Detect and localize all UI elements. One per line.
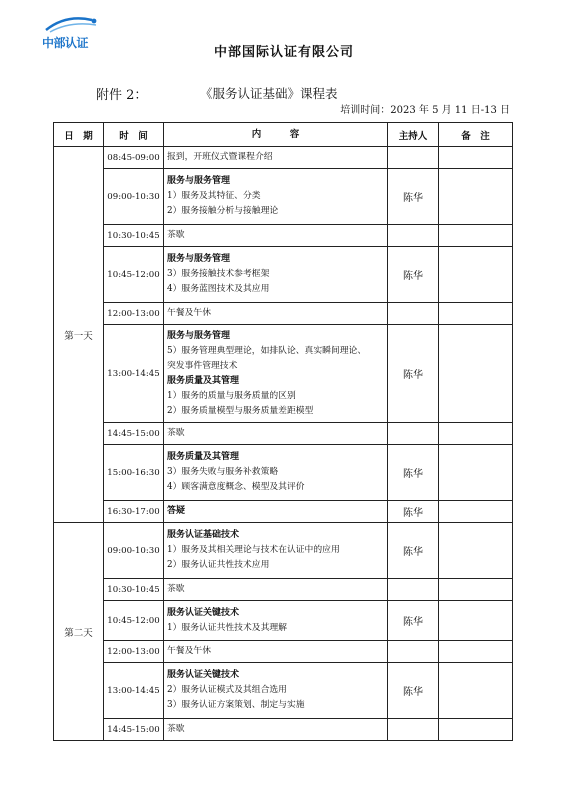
content-cell <box>164 719 388 741</box>
section-title: 服务认证关键技术 <box>167 670 240 680</box>
content-line: 1）服务及其相关理论与技术在认证中的应用 <box>167 545 340 555</box>
content-line: 午餐及午休 <box>167 308 211 318</box>
note-cell <box>439 225 513 247</box>
time-cell: 12:00-13:00 <box>104 641 164 663</box>
content-cell <box>164 601 388 641</box>
content-line: 3）服务接触技术参考框架 <box>167 269 270 279</box>
content-cell <box>164 303 388 325</box>
note-cell <box>439 247 513 303</box>
content-line: 茶歇 <box>167 724 185 734</box>
content-line: 4）顾客满意度概念、模型及其评价 <box>167 482 305 492</box>
time-cell: 10:45-12:00 <box>104 247 164 303</box>
header-content: 内 容 <box>164 123 388 147</box>
time-cell: 09:00-10:30 <box>104 169 164 225</box>
section-title: 服务认证关键技术 <box>167 607 240 618</box>
section-title: 服务与服务管理 <box>167 330 231 341</box>
section-title: 服务认证基础技术 <box>167 530 240 540</box>
schedule-table <box>53 122 513 741</box>
content-cell <box>164 641 388 663</box>
table-row <box>54 303 513 325</box>
header-host: 主持人 <box>388 123 439 147</box>
header-note: 备 注 <box>439 123 513 147</box>
content-cell <box>164 169 388 225</box>
table-row <box>54 719 513 741</box>
content-cell <box>164 523 388 579</box>
content-cell <box>164 663 388 719</box>
content-line: 2）服务认证共性技术应用 <box>167 560 270 570</box>
host-cell: 陈华 <box>388 325 439 423</box>
time-cell: 13:00-14:45 <box>104 325 164 423</box>
section-title: 服务与服务管理 <box>167 176 231 186</box>
table-row <box>54 423 513 445</box>
content-cell <box>164 579 388 601</box>
host-cell <box>388 303 439 325</box>
host-cell <box>388 423 439 445</box>
content-line: 午餐及午休 <box>167 646 211 656</box>
day-label: 第二天 <box>54 523 104 741</box>
content-cell <box>164 501 388 523</box>
time-cell: 14:45-15:00 <box>104 423 164 445</box>
content-line: 3）服务失败与服务补救策略 <box>167 467 279 477</box>
host-cell: 陈华 <box>388 169 439 225</box>
note-cell <box>439 523 513 579</box>
table-row <box>54 523 513 579</box>
content-cell <box>164 247 388 303</box>
host-cell <box>388 147 439 169</box>
content-line: 2）服务认证模式及其组合选用 <box>167 685 287 695</box>
note-cell <box>439 169 513 225</box>
section-title: 答疑 <box>167 506 186 516</box>
time-cell: 10:30-10:45 <box>104 225 164 247</box>
note-cell <box>439 579 513 601</box>
note-cell <box>439 663 513 719</box>
content-line: 茶歇 <box>167 428 185 438</box>
content-line: 4）服务蓝图技术及其应用 <box>167 284 270 294</box>
note-cell <box>439 601 513 641</box>
host-cell <box>388 719 439 741</box>
content-cell <box>164 423 388 445</box>
time-cell: 09:00-10:30 <box>104 523 164 579</box>
content-line: 2）服务接触分析与接触理论 <box>167 206 279 216</box>
time-cell: 14:45-15:00 <box>104 719 164 741</box>
table-row <box>54 147 513 169</box>
table-row <box>54 501 513 523</box>
table-row <box>54 225 513 247</box>
header-time: 时 间 <box>104 123 164 147</box>
section-title: 服务与服务管理 <box>167 254 231 264</box>
content-cell <box>164 225 388 247</box>
table-row <box>54 169 513 225</box>
content-line: 5）服务管理典型理论，如排队论、真实瞬间理论、 <box>167 345 367 356</box>
time-cell: 08:45-09:00 <box>104 147 164 169</box>
content-line: 茶歇 <box>167 584 185 594</box>
host-cell: 陈华 <box>388 663 439 719</box>
content-cell <box>164 147 388 169</box>
day-label: 第一天 <box>54 147 104 523</box>
host-cell: 陈华 <box>388 501 439 523</box>
host-cell: 陈华 <box>388 445 439 501</box>
host-cell <box>388 641 439 663</box>
time-cell: 13:00-14:45 <box>104 663 164 719</box>
document-title: 《服务认证基础》课程表 <box>200 86 338 101</box>
note-cell <box>439 445 513 501</box>
table-row <box>54 663 513 719</box>
logo-text: 中部认证 <box>42 36 89 50</box>
note-cell <box>439 325 513 423</box>
content-line: 茶歇 <box>167 230 185 240</box>
note-cell <box>439 641 513 663</box>
host-cell: 陈华 <box>388 247 439 303</box>
time-cell: 12:00-13:00 <box>104 303 164 325</box>
table-header-row <box>54 123 513 147</box>
host-cell: 陈华 <box>388 523 439 579</box>
content-line: 3）服务认证方案策划、制定与实施 <box>167 700 305 710</box>
header-day: 日 期 <box>54 123 104 147</box>
content-line: 突发事件管理技术 <box>167 360 238 371</box>
table-row <box>54 641 513 663</box>
note-cell <box>439 501 513 523</box>
note-cell <box>439 147 513 169</box>
time-cell: 15:00-16:30 <box>104 445 164 501</box>
host-cell <box>388 225 439 247</box>
content-line: 1）服务认证共性技术及其理解 <box>167 622 287 633</box>
content-line: 报到，开班仪式暨课程介绍 <box>167 152 273 162</box>
table-row <box>54 325 513 423</box>
time-cell: 16:30-17:00 <box>104 501 164 523</box>
content-line: 1）服务及其特征、分类 <box>167 191 261 201</box>
content-cell <box>164 325 388 423</box>
note-cell <box>439 303 513 325</box>
table-row <box>54 579 513 601</box>
content-cell <box>164 445 388 501</box>
content-line: 2）服务质量模型与服务质量差距模型 <box>167 405 314 416</box>
table-row <box>54 445 513 501</box>
content-line: 1）服务的质量与服务质量的区别 <box>167 390 296 401</box>
note-cell <box>439 423 513 445</box>
host-cell <box>388 579 439 601</box>
attachment-label: 附件 2： <box>96 88 148 103</box>
company-name: 中部国际认证有限公司 <box>213 45 354 60</box>
time-cell: 10:45-12:00 <box>104 601 164 641</box>
training-time: 培训时间：2023 年 5 月 11 日-13 日 <box>340 105 510 116</box>
time-cell: 10:30-10:45 <box>104 579 164 601</box>
table-row <box>54 601 513 641</box>
section-title: 服务质量及其管理 <box>167 452 240 462</box>
section-title: 服务质量及其管理 <box>167 375 240 386</box>
note-cell <box>439 719 513 741</box>
table-row <box>54 247 513 303</box>
host-cell: 陈华 <box>388 601 439 641</box>
